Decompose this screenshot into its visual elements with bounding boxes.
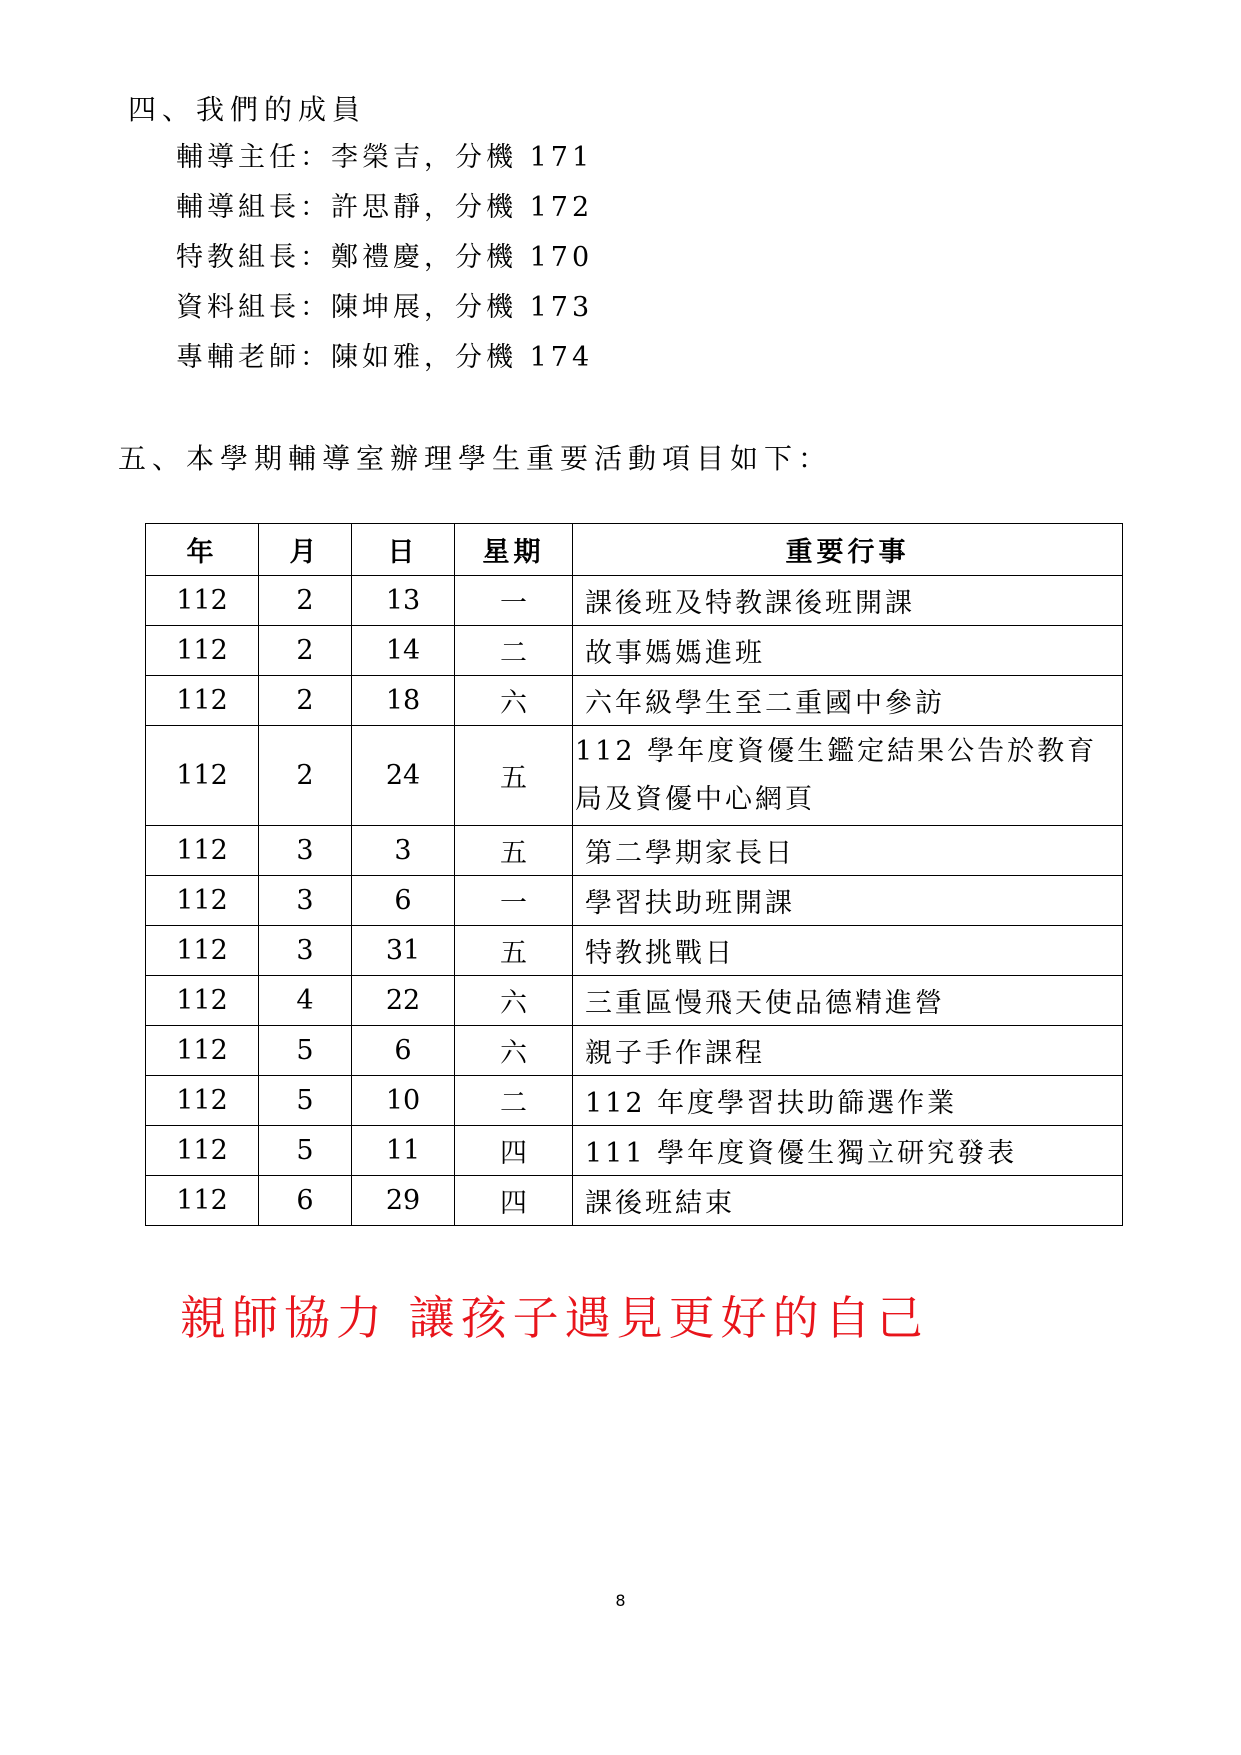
table-row xyxy=(146,1176,1123,1226)
cell-event: 六年級學生至二重國中參訪 xyxy=(573,676,1123,726)
cell-event: 三重區慢飛天使品德精進營 xyxy=(573,976,1123,1026)
header-event: 重要行事 xyxy=(573,524,1123,576)
cell-day: 6 xyxy=(352,1026,455,1076)
cell-month: 6 xyxy=(259,1176,352,1226)
cell-event: 親子手作課程 xyxy=(573,1026,1123,1076)
cell-event: 課後班結束 xyxy=(573,1176,1123,1226)
cell-month: 5 xyxy=(259,1126,352,1176)
member-item: 資料組長：陳坤展，分機 173 xyxy=(176,292,594,323)
table-header-row xyxy=(146,524,1123,576)
cell-year: 112 xyxy=(146,976,259,1026)
cell-day: 6 xyxy=(352,876,455,926)
cell-day: 29 xyxy=(352,1176,455,1226)
cell-month: 3 xyxy=(259,926,352,976)
cell-year: 112 xyxy=(146,626,259,676)
cell-year: 112 xyxy=(146,926,259,976)
table-row xyxy=(146,676,1123,726)
cell-day: 10 xyxy=(352,1076,455,1126)
member-item: 專輔老師：陳如雅，分機 174 xyxy=(176,342,594,373)
cell-month: 2 xyxy=(259,676,352,726)
table-row xyxy=(146,826,1123,876)
cell-weekday: 一 xyxy=(455,876,573,926)
cell-day: 18 xyxy=(352,676,455,726)
table-row xyxy=(146,876,1123,926)
cell-weekday: 六 xyxy=(455,676,573,726)
cell-day: 14 xyxy=(352,626,455,676)
cell-weekday: 一 xyxy=(455,576,573,626)
cell-event: 學習扶助班開課 xyxy=(573,876,1123,926)
table-row xyxy=(146,626,1123,676)
member-item: 輔導組長：許思靜，分機 172 xyxy=(176,192,594,223)
cell-weekday: 二 xyxy=(455,626,573,676)
cell-day: 13 xyxy=(352,576,455,626)
table-row xyxy=(146,976,1123,1026)
cell-weekday: 二 xyxy=(455,1076,573,1126)
cell-month: 2 xyxy=(259,726,352,826)
header-day: 日 xyxy=(352,524,455,576)
header-month: 月 xyxy=(259,524,352,576)
member-item: 輔導主任：李榮吉，分機 171 xyxy=(176,142,594,173)
table-row xyxy=(146,1076,1123,1126)
cell-weekday: 六 xyxy=(455,976,573,1026)
cell-weekday: 四 xyxy=(455,1126,573,1176)
cell-weekday: 四 xyxy=(455,1176,573,1226)
slogan: 親師協力 讓孩子遇見更好的自己 xyxy=(180,1291,929,1345)
section-5-title: 五、本學期輔導室辦理學生重要活動項目如下： xyxy=(118,442,833,475)
cell-event: 特教挑戰日 xyxy=(573,926,1123,976)
cell-event: 第二學期家長日 xyxy=(573,826,1123,876)
table-row xyxy=(146,576,1123,626)
cell-year: 112 xyxy=(146,1026,259,1076)
cell-year: 112 xyxy=(146,676,259,726)
cell-month: 2 xyxy=(259,576,352,626)
cell-year: 112 xyxy=(146,876,259,926)
cell-year: 112 xyxy=(146,1076,259,1126)
cell-day: 22 xyxy=(352,976,455,1026)
header-year: 年 xyxy=(146,524,259,576)
table-row xyxy=(146,1026,1123,1076)
cell-year: 112 xyxy=(146,576,259,626)
cell-weekday: 五 xyxy=(455,726,573,826)
cell-day: 3 xyxy=(352,826,455,876)
cell-year: 112 xyxy=(146,826,259,876)
cell-month: 3 xyxy=(259,826,352,876)
cell-month: 5 xyxy=(259,1026,352,1076)
cell-weekday: 五 xyxy=(455,926,573,976)
table-row xyxy=(146,926,1123,976)
cell-year: 112 xyxy=(146,1176,259,1226)
cell-year: 112 xyxy=(146,1126,259,1176)
cell-month: 2 xyxy=(259,626,352,676)
member-list xyxy=(176,140,593,390)
table-row xyxy=(146,1126,1123,1176)
cell-weekday: 六 xyxy=(455,1026,573,1076)
cell-day: 24 xyxy=(352,726,455,826)
cell-day: 31 xyxy=(352,926,455,976)
member-item: 特教組長：鄭禮慶，分機 170 xyxy=(176,242,594,273)
cell-event: 111 學年度資優生獨立研究發表 xyxy=(573,1126,1123,1176)
activity-schedule-table xyxy=(145,523,1123,1226)
cell-event: 故事媽媽進班 xyxy=(573,626,1123,676)
header-weekday: 星期 xyxy=(455,524,573,576)
cell-day: 11 xyxy=(352,1126,455,1176)
cell-month: 3 xyxy=(259,876,352,926)
cell-month: 4 xyxy=(259,976,352,1026)
page-number: 8 xyxy=(615,1591,626,1610)
cell-event: 112 學年度資優生鑑定結果公告於教育局及資優中心網頁 xyxy=(573,726,1123,826)
section-4-title: 四、我們的成員 xyxy=(128,93,367,126)
cell-month: 5 xyxy=(259,1076,352,1126)
cell-event: 課後班及特教課後班開課 xyxy=(573,576,1123,626)
cell-year: 112 xyxy=(146,726,259,826)
cell-event: 112 年度學習扶助篩選作業 xyxy=(573,1076,1123,1126)
table-row xyxy=(146,726,1123,826)
cell-weekday: 五 xyxy=(455,826,573,876)
